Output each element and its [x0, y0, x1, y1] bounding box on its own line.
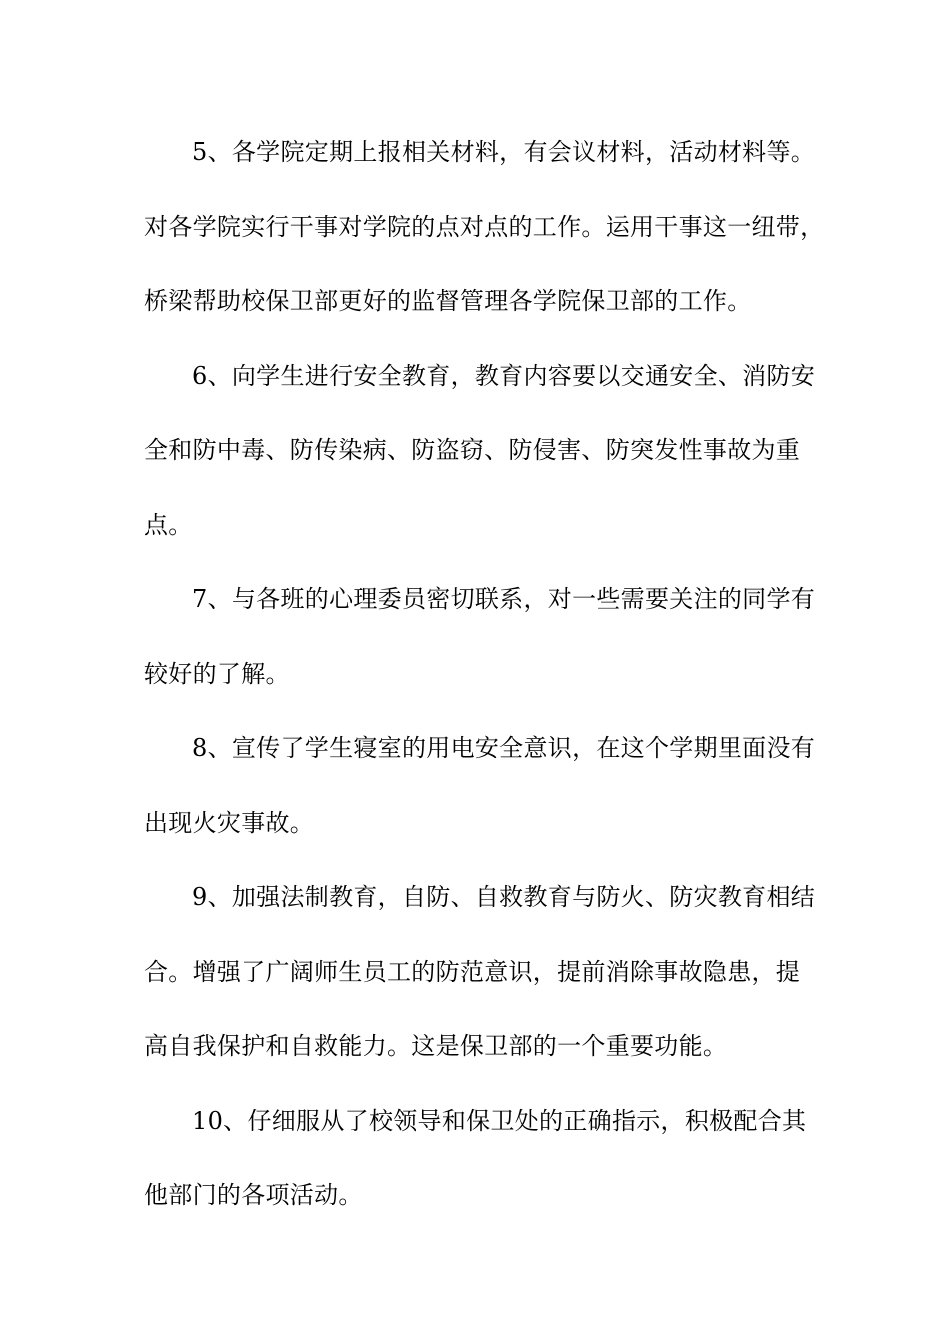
item-10-line-2: 他部门的各项活动。 — [144, 1181, 363, 1209]
item-6-line-2: 全和防中毒、防传染病、防盗窃、防侵害、防突发性事故为重 — [144, 436, 801, 464]
item-5-line-1: 5、各学院定期上报相关材料，有会议材料，活动材料等。 — [192, 138, 816, 166]
item-7-line-1: 7、与各班的心理委员密切联系，对一些需要关注的同学有 — [192, 585, 816, 613]
item-5-line-2: 对各学院实行干事对学院的点对点的工作。运用干事这一纽带， — [144, 212, 825, 241]
item-9-line-2: 合。增强了广阔师生员工的防范意识，提前消除事故隐患，提 — [144, 957, 801, 986]
item-9-line-3: 高自我保护和自救能力。这是保卫部的一个重要功能。 — [144, 1032, 728, 1060]
item-6-line-1: 6、向学生进行安全教育，教育内容要以交通安全、消防安 — [192, 361, 816, 390]
document-body — [144, 127, 825, 1245]
item-8-line-1: 8、宣传了学生寝室的用电安全意识，在这个学期里面没有 — [192, 734, 816, 762]
item-9-line-1: 9、加强法制教育，自防、自救教育与防火、防灾教育相结 — [192, 883, 816, 911]
item-5-line-3: 桥梁帮助校保卫部更好的监督管理各学院保卫部的工作。 — [144, 287, 752, 315]
item-7-line-2: 较好的了解。 — [144, 659, 290, 688]
item-8-line-2: 出现火灾事故。 — [144, 808, 315, 837]
item-6-line-3: 点。 — [144, 510, 193, 539]
item-10-line-1: 10、仔细服从了校领导和保卫处的正确指示，积极配合其 — [192, 1106, 807, 1135]
